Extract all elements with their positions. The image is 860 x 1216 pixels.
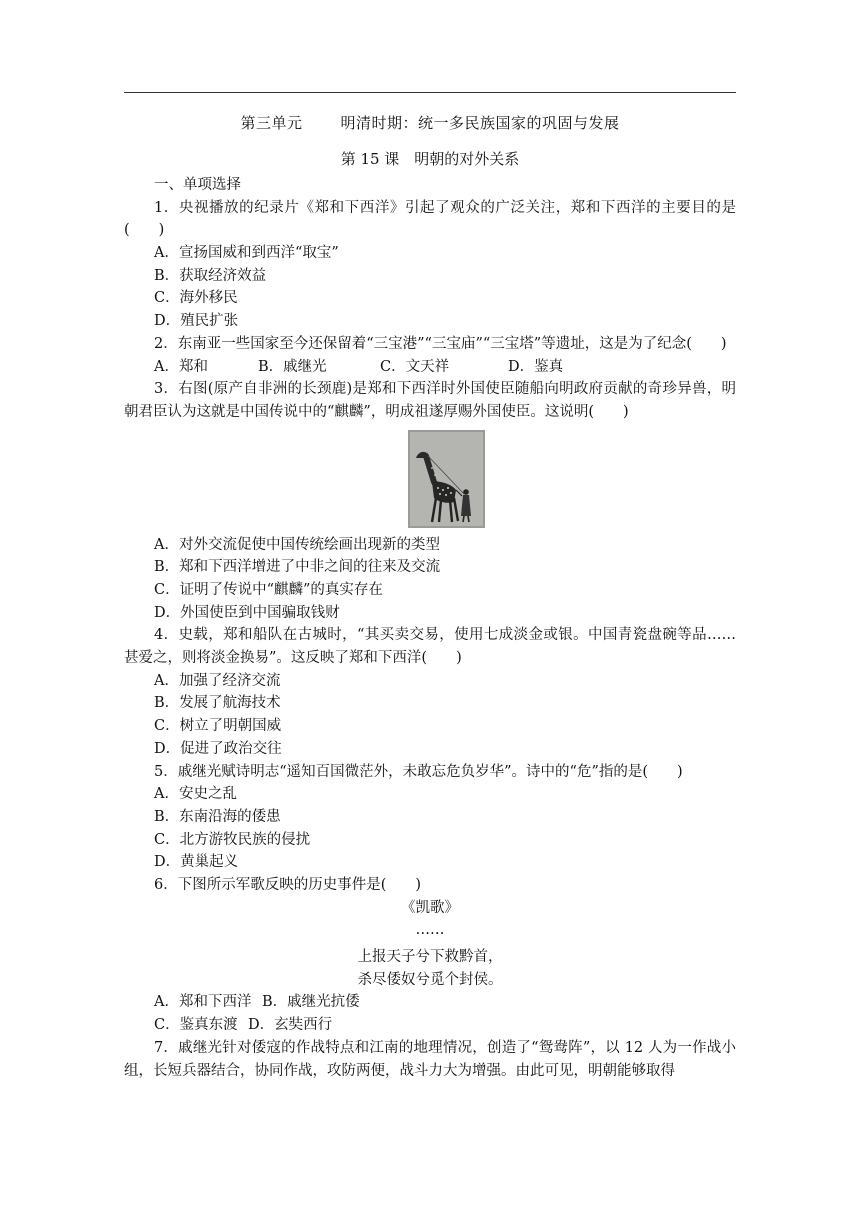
giraffe-painting — [408, 430, 485, 528]
question-5-option-d: D．黄巢起义 — [154, 854, 239, 871]
question-2-option-a: A．郑和 — [154, 358, 208, 375]
question-1-option-b: B．获取经济效益 — [154, 267, 267, 284]
question-1-option-c: C．海外移民 — [154, 290, 238, 307]
lesson-title: 第 15 课 明朝的对外关系 — [340, 150, 520, 168]
question-4-option-d: D．促进了政治交往 — [154, 740, 282, 757]
question-2-options — [124, 356, 736, 379]
question-4-option-c: C．树立了明朝国威 — [154, 718, 282, 735]
question-2-option-d: D．鉴真 — [508, 358, 564, 375]
question-5-stem: 5．戚继光赋诗明志“遥知百国微茫外，未敢忘危负岁华”。诗中的“危”指的是( ) — [154, 763, 683, 780]
question-7-stem: 7．戚继光针对倭寇的作战特点和江南的地理情况，创造了“鸳鸯阵”，以 12 人为一作战小组，长短兵器结合，协同作战，攻防两便，战斗力大为增强。由此可见，明朝能够取得 — [124, 1039, 736, 1079]
poem-line-1: 上报天子兮下救黔首， — [357, 949, 503, 966]
question-6-option-d: D．玄奘西行 — [248, 1017, 333, 1034]
question-1-option-a: A．宣扬国威和到西洋“取宝” — [154, 245, 339, 262]
question-list — [124, 174, 736, 1082]
question-4-stem: 4．史载，郑和船队在古城时，“其买卖交易，使用七成淡金或银。中国青瓷盘碗等品……甚爱之，则将淡金换易”。这反映了郑和下西洋( ) — [124, 627, 736, 667]
question-6-option-a: A．郑和下西洋 — [154, 994, 252, 1011]
unit-name: 明清时期：统一多民族国家的巩固与发展 — [340, 114, 620, 132]
unit-title — [124, 112, 736, 133]
question-2-stem: 2．东南亚一些国家至今还保留着“三宝港”“三宝庙”“三宝塔”等遗址，这是为了纪念( ) — [154, 335, 727, 352]
question-3-option-a: A．对外交流促使中国传统绘画出现新的类型 — [154, 536, 440, 553]
question-2-option-b: B．戚继光 — [258, 358, 327, 375]
question-1-stem: 1．央视播放的纪录片《郑和下西洋》引起了观众的广泛关注，郑和下西洋的主要目的是( ) — [124, 199, 736, 239]
header-rule — [124, 92, 736, 93]
question-6-option-c: C．鉴真东渡 — [154, 1017, 238, 1034]
question-1-option-d: D．殖民扩张 — [154, 313, 239, 330]
question-6-options-row-2 — [124, 1014, 736, 1037]
question-4-option-a: A．加强了经济交流 — [154, 672, 281, 689]
question-3-option-c: C．证明了传说中“麒麟”的真实存在 — [154, 582, 383, 599]
question-4-option-b: B．发展了航海技术 — [154, 695, 281, 712]
poem-line-2: 杀尽倭奴兮觅个封侯。 — [357, 971, 503, 988]
question-5-option-a: A．安史之乱 — [154, 786, 237, 803]
unit-number: 第三单元 — [240, 114, 303, 132]
poem-ellipsis: …… — [415, 922, 445, 939]
question-3-figure-area — [124, 424, 736, 534]
question-6-stem: 6．下图所示军歌反映的历史事件是( ) — [154, 877, 422, 893]
question-6-options-row-1 — [124, 991, 736, 1014]
question-5-option-b: B．东南沿海的倭患 — [154, 808, 281, 825]
poem-title: 《凯歌》 — [401, 899, 459, 916]
question-3-option-d: D．外国使臣到中国骗取钱财 — [154, 604, 340, 621]
question-3-stem: 3．右图(原产自非洲的长颈鹿)是郑和下西洋时外国使臣随船向明政府贡献的奇珍异兽，明朝君臣认为这就是中国传说中的“麒麟”，明成祖遂厚赐外国使臣。这说明( ) — [124, 381, 736, 420]
question-3-option-b: B．郑和下西洋增进了中非之间的往来及交流 — [154, 559, 441, 576]
question-6-option-b: B．戚继光抗倭 — [262, 994, 360, 1011]
section-heading: 一、单项选择 — [154, 177, 241, 193]
question-5-option-c: C．北方游牧民族的侵扰 — [154, 831, 311, 848]
question-2-option-c: C．文天祥 — [380, 358, 450, 375]
